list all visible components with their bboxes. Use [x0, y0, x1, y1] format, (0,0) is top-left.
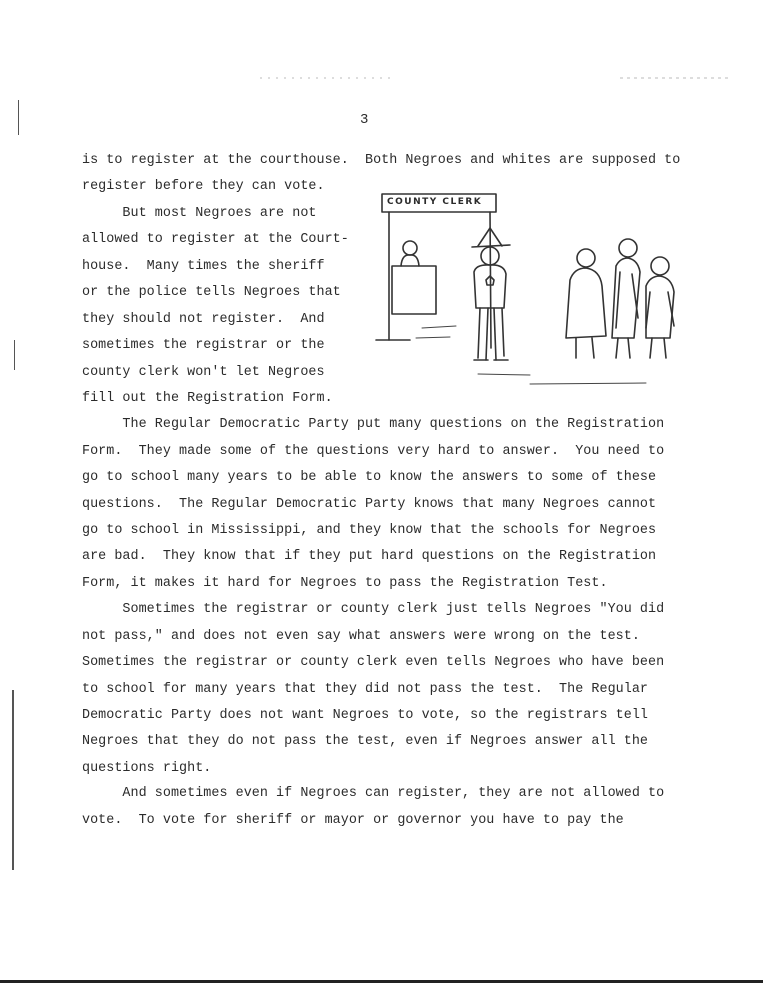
county-clerk-sign-text: COUNTY CLERK	[387, 197, 483, 207]
county-clerk-drawing	[370, 188, 690, 393]
bottom-rule	[0, 980, 763, 983]
margin-mark-3	[14, 340, 15, 370]
text-line-14: questions. The Regular Democratic Party knows that many Negroes cannot	[82, 497, 657, 512]
text-line-23: Negroes that they do not pass the test, even if Negroes answer all the	[82, 734, 648, 749]
text-line-17: Form, it makes it hard for Negroes to pass the Registration Test.	[82, 576, 608, 591]
text-line-5: house. Many times the sheriff	[82, 259, 325, 274]
text-line-2: register before they can vote.	[82, 179, 325, 194]
text-line-13: go to school many years to be able to know the answers to some of these	[82, 470, 657, 485]
text-line-22: Democratic Party does not want Negroes to vote, so the registrars tell	[82, 708, 648, 723]
text-line-16: are bad. They know that if they put hard questions on the Registration	[82, 549, 657, 564]
text-line-9: county clerk won't let Negroes	[82, 365, 325, 380]
page-number: 3	[360, 112, 369, 128]
county-clerk-illustration	[370, 188, 690, 398]
text-line-15: go to school in Mississippi, and they know that the schools for Negroes	[82, 523, 657, 538]
margin-mark-1	[18, 100, 19, 135]
scan-speckle	[60, 66, 740, 68]
text-line-6: or the police tells Negroes that	[82, 285, 341, 300]
text-line-18: Sometimes the registrar or county clerk just tells Negroes "You did	[82, 602, 665, 617]
text-line-25: And sometimes even if Negroes can register, they are not allowed to	[82, 786, 665, 801]
text-line-4: allowed to register at the Court-	[82, 232, 349, 247]
scan-speckle-dots	[60, 77, 740, 79]
text-line-11: The Regular Democratic Party put many questions on the Registration	[82, 417, 665, 432]
text-line-10: fill out the Registration Form.	[82, 391, 333, 406]
text-line-12: Form. They made some of the questions very hard to answer. You need to	[82, 444, 665, 459]
text-line-8: sometimes the registrar or the	[82, 338, 325, 353]
margin-mark-2	[12, 690, 14, 870]
text-line-21: to school for many years that they did not pass the test. The Regular	[82, 682, 648, 697]
text-line-7: they should not register. And	[82, 312, 325, 327]
text-line-19: not pass," and does not even say what answers were wrong on the test.	[82, 629, 640, 644]
text-line-26: vote. To vote for sheriff or mayor or governor you have to pay the	[82, 813, 624, 828]
text-line-24: questions right.	[82, 761, 212, 776]
text-line-3: But most Negroes are not	[82, 206, 317, 221]
text-line-20: Sometimes the registrar or county clerk even tells Negroes who have been	[82, 655, 665, 670]
text-line-1: is to register at the courthouse. Both Negroes and whites are supposed to	[82, 153, 681, 168]
